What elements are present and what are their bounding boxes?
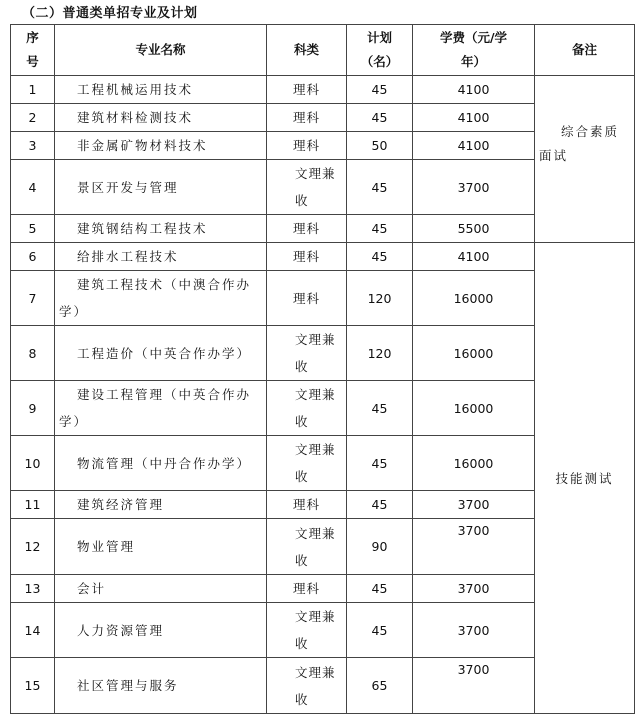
plan-cell: 45 [347,104,413,132]
name-cell: 建筑工程技术（中澳合作办学） [55,271,267,326]
name-cell: 工程机械运用技术 [55,76,267,104]
name-cell: 建筑材料检测技术 [55,104,267,132]
name-cell: 建筑经济管理 [55,491,267,519]
header-type: 科类 [267,25,347,76]
enrollment-plan-table [10,24,635,714]
type-cell: 理科 [267,132,347,160]
seq-cell: 4 [11,160,55,215]
name-cell: 建设工程管理（中英合作办学） [55,381,267,436]
header-row [11,25,635,76]
name-cell: 物业管理 [55,519,267,575]
header-seq: 序 号 [11,25,55,76]
header-plan: 计划 （名） [347,25,413,76]
name-cell: 物流管理（中丹合作办学） [55,436,267,491]
seq-cell: 13 [11,575,55,603]
section-caption: （二）普通类单招专业及计划 [22,6,198,21]
plan-cell: 120 [347,271,413,326]
fee-cell: 3700 [413,575,535,603]
seq-cell: 2 [11,104,55,132]
plan-cell: 45 [347,575,413,603]
type-cell: 文理兼收 [267,160,347,215]
seq-cell: 5 [11,215,55,243]
seq-cell: 10 [11,436,55,491]
note-cell-group2: 技能测试 [535,243,635,714]
type-cell: 理科 [267,271,347,326]
seq-cell: 9 [11,381,55,436]
type-cell: 理科 [267,575,347,603]
plan-cell: 45 [347,436,413,491]
plan-cell: 65 [347,658,413,714]
fee-cell: 4100 [413,132,535,160]
plan-cell: 45 [347,491,413,519]
seq-cell: 8 [11,326,55,381]
name-cell: 给排水工程技术 [55,243,267,271]
plan-cell: 90 [347,519,413,575]
fee-cell: 4100 [413,104,535,132]
plan-cell: 45 [347,76,413,104]
name-cell: 会计 [55,575,267,603]
type-cell: 文理兼收 [267,381,347,436]
table-row [11,243,635,271]
enrollment-table-container [10,24,634,707]
fee-cell: 16000 [413,381,535,436]
type-cell: 理科 [267,215,347,243]
name-cell: 人力资源管理 [55,603,267,658]
type-cell: 文理兼收 [267,519,347,575]
fee-cell: 3700 [413,658,535,714]
fee-cell: 16000 [413,271,535,326]
name-cell: 建筑钢结构工程技术 [55,215,267,243]
seq-cell: 14 [11,603,55,658]
fee-cell: 4100 [413,76,535,104]
type-cell: 理科 [267,243,347,271]
seq-cell: 15 [11,658,55,714]
type-cell: 理科 [267,76,347,104]
fee-cell: 3700 [413,160,535,215]
type-cell: 文理兼收 [267,658,347,714]
type-cell: 文理兼收 [267,603,347,658]
seq-cell: 6 [11,243,55,271]
type-cell: 理科 [267,104,347,132]
name-cell: 社区管理与服务 [55,658,267,714]
name-cell: 工程造价（中英合作办学） [55,326,267,381]
fee-cell: 4100 [413,243,535,271]
header-name: 专业名称 [55,25,267,76]
name-cell: 非金属矿物材料技术 [55,132,267,160]
fee-cell: 5500 [413,215,535,243]
fee-cell: 16000 [413,326,535,381]
note-cell-group1: 综合素质面试 [535,76,635,243]
name-cell: 景区开发与管理 [55,160,267,215]
plan-cell: 45 [347,160,413,215]
plan-cell: 45 [347,243,413,271]
seq-cell: 12 [11,519,55,575]
plan-cell: 45 [347,215,413,243]
type-cell: 文理兼收 [267,436,347,491]
fee-cell: 3700 [413,491,535,519]
fee-cell: 3700 [413,603,535,658]
plan-cell: 45 [347,381,413,436]
fee-cell: 3700 [413,519,535,575]
table-row [11,76,635,104]
seq-cell: 7 [11,271,55,326]
seq-cell: 1 [11,76,55,104]
plan-cell: 50 [347,132,413,160]
type-cell: 文理兼收 [267,326,347,381]
plan-cell: 45 [347,603,413,658]
seq-cell: 11 [11,491,55,519]
fee-cell: 16000 [413,436,535,491]
header-fee: 学费（元/学 年） [413,25,535,76]
type-cell: 理科 [267,491,347,519]
seq-cell: 3 [11,132,55,160]
header-note: 备注 [535,25,635,76]
plan-cell: 120 [347,326,413,381]
